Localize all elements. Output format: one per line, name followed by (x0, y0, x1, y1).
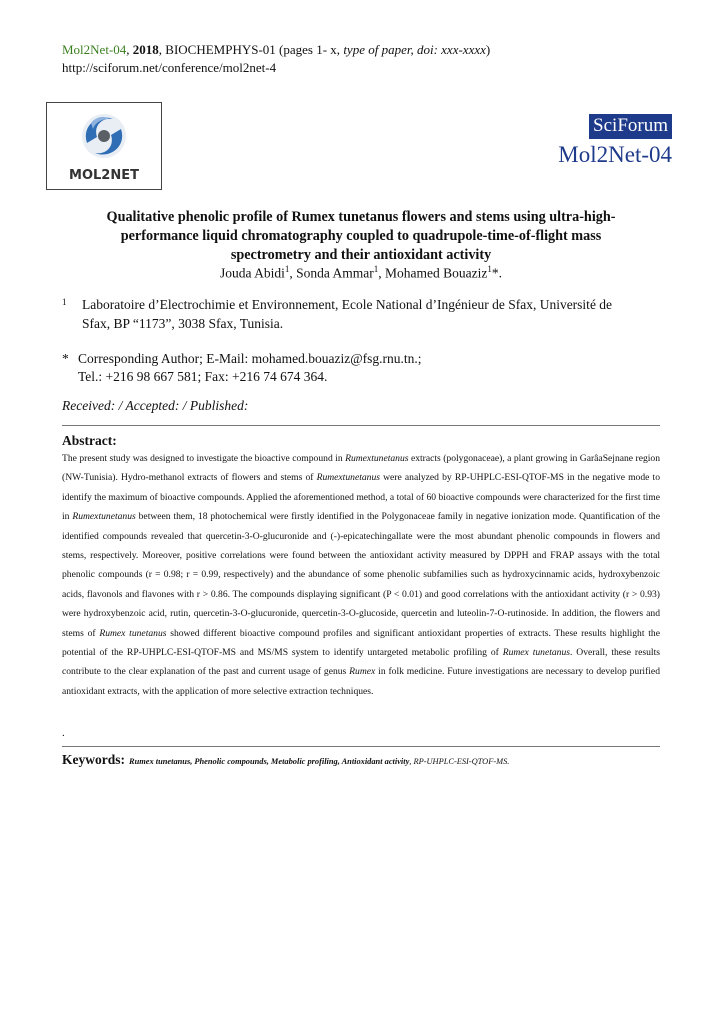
abstract-text: showed different bioactive compound profiles and significant antioxidant properties of extracts. These results highlight the potential of the RP-UHPLC-ESI-QTOF-MS and MS/MS system to identify untargeted metabolic profiling of (62, 627, 660, 659)
corresponding-author (62, 350, 662, 386)
journal-name: Mol2Net-04 (62, 42, 127, 57)
abstract-text: extracts (polygonaceae), a plant growing in GarâaSejnane region (NW-Tunisia). Hydro-methanol extracts of flowers and stems of (62, 453, 661, 484)
divider (62, 746, 660, 747)
corresponding-mark: * (491, 265, 499, 281)
author: Jouda Abidi (220, 265, 285, 281)
running-header (62, 41, 490, 77)
title-line: performance liquid chromatography coupled to quadrupole-time-of-flight mass (120, 228, 602, 244)
journal-code: , BIOCHEMPHYS-01 (pages 1- x, (158, 42, 344, 57)
title-line: Qualitative phenolic profile of Rumex tunetanus flowers and stems using ultra-high- (106, 209, 616, 225)
affiliation (62, 295, 662, 333)
trailing-dot: . (62, 727, 65, 739)
abstract-heading: Abstract: (62, 433, 117, 448)
sciforum-badge[interactable]: SciForum (589, 114, 672, 139)
species-name: Rumextunetanus (72, 511, 136, 523)
abstract-text: The present study was designed to investigate the bioactive compound in (62, 453, 346, 464)
affiliation-line: Sfax, BP “1173”, 3038 Sfax, Tunisia. (82, 316, 284, 331)
affiliation-marker: 1 (62, 297, 67, 307)
keywords-terms: Rumex tunetanus, Phenolic compounds, Metabolic profiling, Antioxidant activity (129, 757, 410, 766)
mol2net-logo (46, 102, 162, 190)
affil-ref: 1 (373, 264, 379, 274)
brand-block (558, 114, 672, 169)
abstract-text: in folk medicine. Future investigations are necessary to develop purified antioxidant extracts, with the application of more selective extraction techniques. (62, 666, 660, 697)
paper-type: type of paper, doi: xxx-xxxx (343, 42, 486, 57)
species-name: Rumextunetanus (316, 472, 380, 484)
logo-text: MOL2NET (69, 168, 139, 183)
corresponding-phone: Tel.: +216 98 667 581; Fax: +216 74 674 364. (78, 369, 328, 384)
affil-ref: 1 (284, 264, 290, 274)
journal-line (62, 41, 490, 59)
journal-year: 2018 (132, 42, 159, 57)
article-title (62, 208, 660, 265)
genus-name: Rumex (349, 666, 376, 678)
abstract-body (62, 449, 660, 701)
conference-name: Mol2Net-04 (558, 142, 672, 167)
divider (62, 425, 660, 426)
abstract-text: between them, 18 photochemical were firstly identified in the Polygonaceae family in negative ionization mode. Quantification of the identified compounds revealed that quercetin-3-O-glucuronide and (-)-epicatechingallate were the most abundant phenolic compounds in flowers and stems, respectively. Moreover, positive correlations were found between the antioxidant activity measured by DPPH and FRAP assays with the total phenolic compounds (r = 0.98; r = 0.99, respectively) and the abundance of some phenolic subfamilies such as hydroxycinnamic acids, hydroxybenzoic acids, flavonols and flavones with r > 0.86. The compounds displaying significant (P < 0.01) and good correlations with the antioxidant activity (r > 0.93) were hydroxybenzoic acid, rutin, quercetin-3-O-glucuronide, quercetin-3-O-glucoside, quercetin and luteolin-7-O-rutinoside. In addition, the flowers and stems of (62, 511, 660, 639)
separator: , (126, 42, 133, 57)
received-dates: Received: / Accepted: / Published: (62, 398, 249, 413)
author: Mohamed Bouaziz (385, 265, 488, 281)
affil-ref: 1 (487, 264, 492, 274)
abstract-text: . Overall, these results contribute to the clear explanation of the past and current usage of genus (62, 647, 660, 678)
title-line: spectrometry and their antioxidant activity (230, 247, 492, 263)
author-list: Jouda Abidi$^1$, Sonda Ammar$^1$, Mohamed Bouaziz$^1$*. (220, 264, 502, 281)
close-paren: ) (485, 42, 491, 57)
keywords (62, 751, 662, 769)
keywords-label: Keywords: (62, 752, 125, 767)
keywords-last: , RP-UHPLC-ESI-QTOF-MS. (409, 757, 510, 766)
corresponding-marker: * (62, 351, 69, 366)
mol2net-swirl-logo-icon (47, 103, 161, 189)
species-name: Rumex tunetanus (99, 627, 167, 639)
species-name: Rumex tunetanus (502, 647, 571, 659)
conference-url[interactable]: http://sciforum.net/conference/mol2net-4 (62, 60, 277, 75)
affiliation-line: Laboratoire d’Electrochimie et Environnement, Ecole National d’Ingénieur de Sfax, Université de (82, 297, 613, 312)
abstract-text: were analyzed by RP-UHPLC-ESI-QTOF-MS in the negative mode to identify the maximum of bioactive compounds. Applied the aforementioned method, a total of 60 bioactive compounds were characterized for the first time in (62, 472, 660, 523)
corresponding-email[interactable]: Corresponding Author; E-Mail: mohamed.bouaziz@fsg.rnu.tn.; (78, 351, 422, 366)
author: Sonda Ammar (296, 265, 374, 281)
species-name: Rumextunetanus (345, 453, 409, 464)
